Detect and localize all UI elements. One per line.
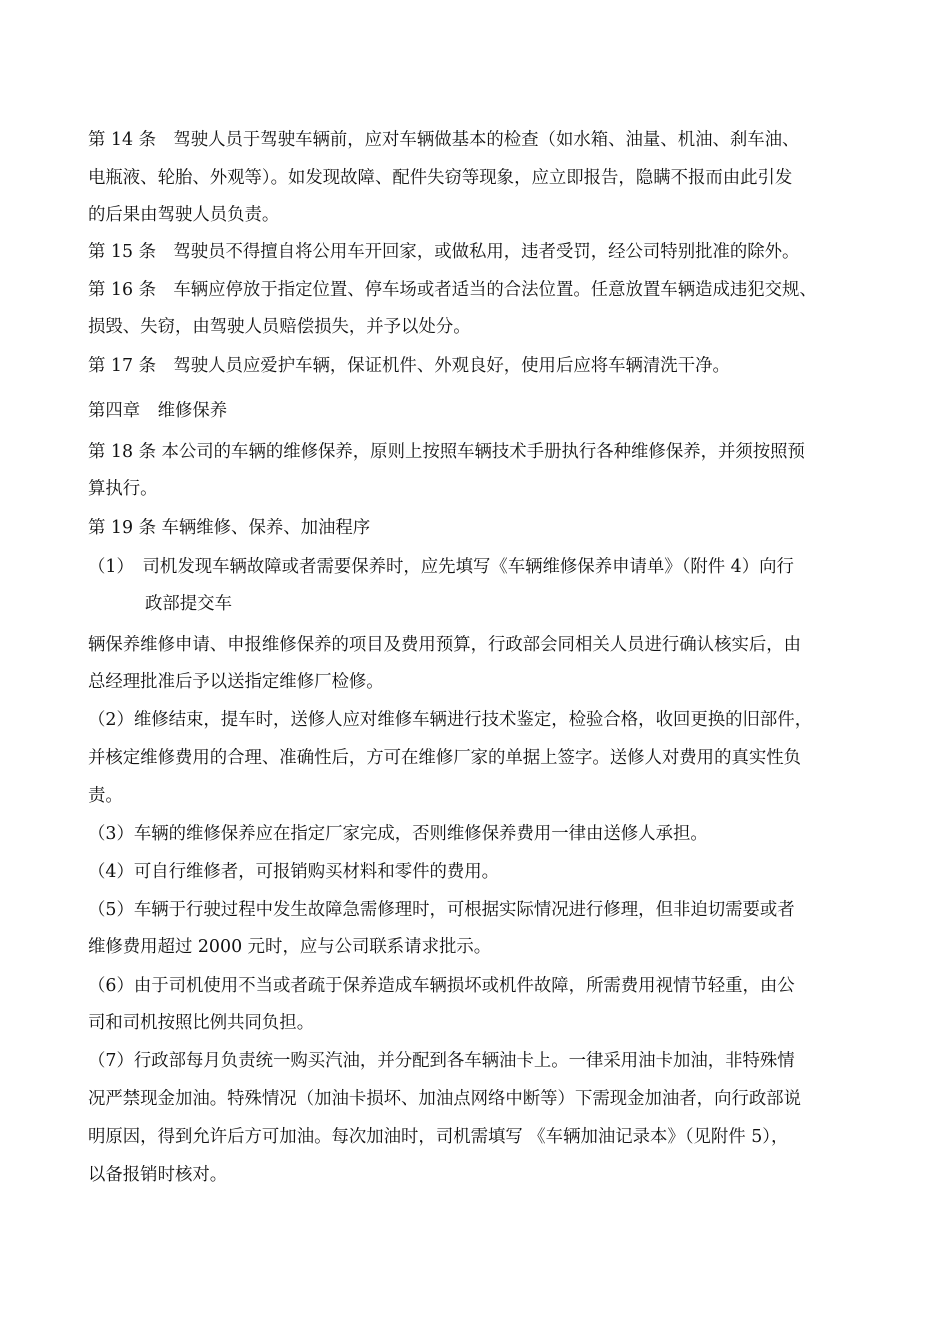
text-line: 并核定维修费用的合理、准确性后，方可在维修厂家的单据上签字。送修人对费用的真实性负 [88,748,802,768]
text-line: 责。 [88,786,123,806]
text-line: 的后果由驾驶人员负责。 [88,205,280,225]
list-item-continuation: 政部提交车 [145,594,232,614]
list-item: （6）由于司机使用不当或者疏于保养造成车辆损坏或机件故障，所需费用视情节轻重，由公 [88,976,795,996]
list-item: （7）行政部每月负责统一购买汽油，并分配到各车辆油卡上。一律采用油卡加油，非特殊情 [88,1051,795,1071]
text-line: 第 17 条 驾驶人员应爱护车辆，保证机件、外观良好，使用后应将车辆清洗干净。 [88,356,730,376]
list-item: （5）车辆于行驶过程中发生故障急需修理时，可根据实际情况进行修理，但非迫切需要或者 [88,900,795,920]
list-item: （1） 司机发现车辆故障或者需要保养时，应先填写《车辆维修保养申请单》（附件 4）向行 [88,557,794,577]
text-line: 第 15 条 驾驶员不得擅自将公用车开回家，或做私用，违者受罚，经公司特别批准的除外。 [88,242,800,262]
list-item: （4）可自行维修者，可报销购买材料和零件的费用。 [88,862,500,882]
text-line: 算执行。 [88,479,158,499]
text-line: 第 18 条 本公司的车辆的维修保养，原则上按照车辆技术手册执行各种维修保养，并须按照预 [88,442,805,462]
text-line: 电瓶液、轮胎、外观等）。如发现故障、配件失窃等现象，应立即报告，隐瞒不报而由此引发 [88,168,793,188]
chapter-heading: 第四章 维修保养 [88,401,228,421]
text-line: 明原因，得到允许后方可加油。每次加油时，司机需填写 《车辆加油记录本》（见附件 5）， [88,1127,789,1147]
text-line: 第 19 条 车辆维修、保养、加油程序 [88,518,371,538]
text-line: 第 14 条 驾驶人员于驾驶车辆前，应对车辆做基本的检查（如水箱、油量、机油、刹车油、 [88,130,800,150]
text-line: 维修费用超过 2000 元时，应与公司联系请求批示。 [88,937,492,957]
text-line: 辆保养维修申请、申报维修保养的项目及费用预算，行政部会同相关人员进行确认核实后，由 [88,635,802,655]
text-line: 损毁、失窃，由驾驶人员赔偿损失，并予以处分。 [88,317,471,337]
text-line: 以备报销时核对。 [88,1165,228,1185]
text-line: 第 16 条 车辆应停放于指定位置、停车场或者适当的合法位置。任意放置车辆造成违犯交规、 [88,280,817,300]
text-line: 总经理批准后予以送指定维修厂检修。 [88,672,384,692]
text-line: 况严禁现金加油。特殊情况（加油卡损坏、加油点网络中断等）下需现金加油者，向行政部说 [88,1089,802,1109]
list-item: （2）维修结束，提车时，送修人应对维修车辆进行技术鉴定，检验合格，收回更换的旧部件， [88,710,813,730]
text-line: 司和司机按照比例共同负担。 [88,1013,315,1033]
list-item: （3）车辆的维修保养应在指定厂家完成，否则维修保养费用一律由送修人承担。 [88,824,708,844]
